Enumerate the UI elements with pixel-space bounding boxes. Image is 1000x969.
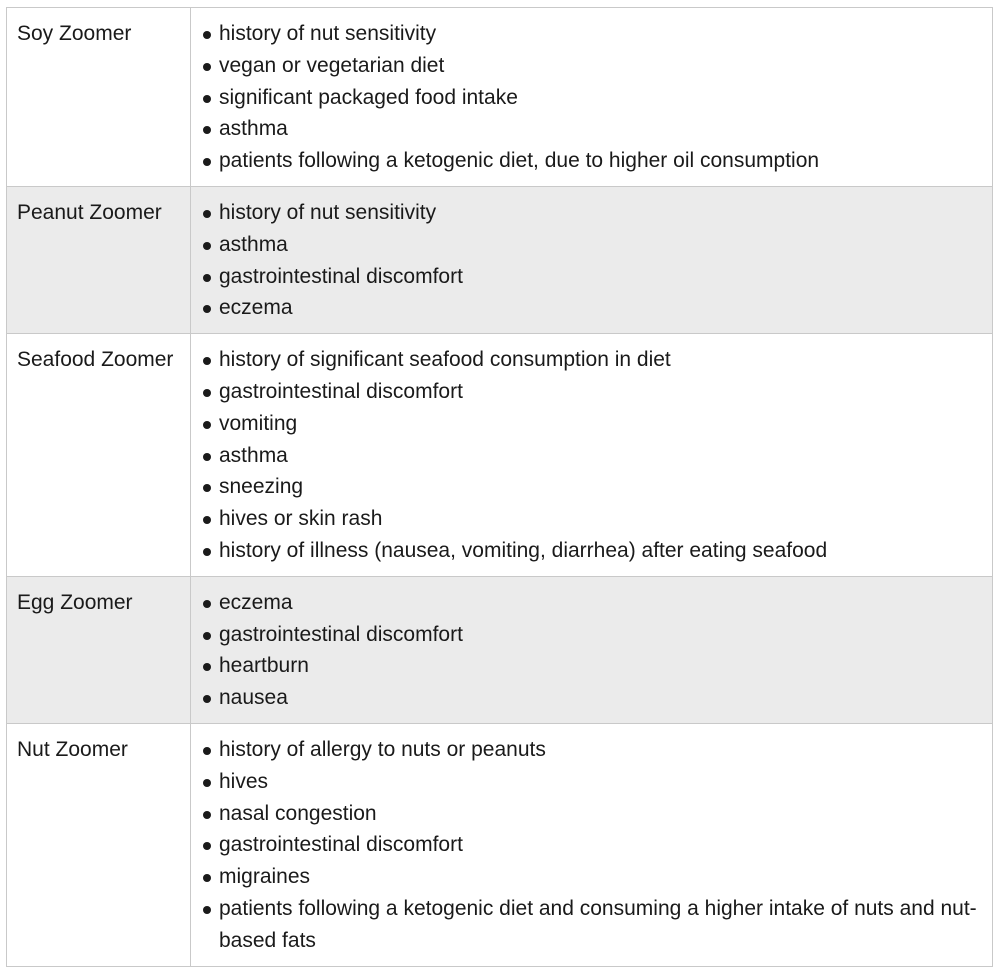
list-item: gastrointestinal discomfort: [201, 376, 982, 408]
list-item: sneezing: [201, 471, 982, 503]
list-item: patients following a ketogenic diet, due to higher oil consumption: [201, 145, 982, 177]
indications-cell: [191, 723, 993, 966]
table-row: [7, 334, 993, 577]
zoomer-indications-table: [6, 7, 993, 967]
list-item: history of nut sensitivity: [201, 18, 982, 50]
list-item: hives or skin rash: [201, 503, 982, 535]
list-item: heartburn: [201, 650, 982, 682]
zoomer-name: Egg Zoomer: [7, 576, 191, 723]
list-item: vomiting: [201, 408, 982, 440]
table-row: [7, 723, 993, 966]
indications-cell: [191, 186, 993, 333]
list-item: asthma: [201, 229, 982, 261]
indications-cell: [191, 576, 993, 723]
zoomer-name: Peanut Zoomer: [7, 186, 191, 333]
list-item: eczema: [201, 587, 982, 619]
list-item: gastrointestinal discomfort: [201, 829, 982, 861]
list-item: nasal congestion: [201, 798, 982, 830]
indications-list: [201, 18, 982, 177]
list-item: patients following a ketogenic diet and consuming a higher intake of nuts and nut-based fats: [201, 893, 982, 957]
indications-list: [201, 197, 982, 324]
list-item: history of nut sensitivity: [201, 197, 982, 229]
list-item: significant packaged food intake: [201, 82, 982, 114]
table-row: [7, 576, 993, 723]
table-row: [7, 186, 993, 333]
list-item: history of allergy to nuts or peanuts: [201, 734, 982, 766]
list-item: asthma: [201, 113, 982, 145]
list-item: history of significant seafood consumption in diet: [201, 344, 982, 376]
indications-list: [201, 587, 982, 714]
indications-cell: [191, 334, 993, 577]
list-item: gastrointestinal discomfort: [201, 261, 982, 293]
zoomer-name: Seafood Zoomer: [7, 334, 191, 577]
indications-list: [201, 734, 982, 957]
zoomer-name: Nut Zoomer: [7, 723, 191, 966]
table-row: [7, 8, 993, 187]
list-item: gastrointestinal discomfort: [201, 619, 982, 651]
list-item: eczema: [201, 292, 982, 324]
zoomer-name: Soy Zoomer: [7, 8, 191, 187]
indications-list: [201, 344, 982, 567]
list-item: asthma: [201, 440, 982, 472]
list-item: vegan or vegetarian diet: [201, 50, 982, 82]
list-item: nausea: [201, 682, 982, 714]
list-item: migraines: [201, 861, 982, 893]
list-item: hives: [201, 766, 982, 798]
indications-cell: [191, 8, 993, 187]
list-item: history of illness (nausea, vomiting, diarrhea) after eating seafood: [201, 535, 982, 567]
